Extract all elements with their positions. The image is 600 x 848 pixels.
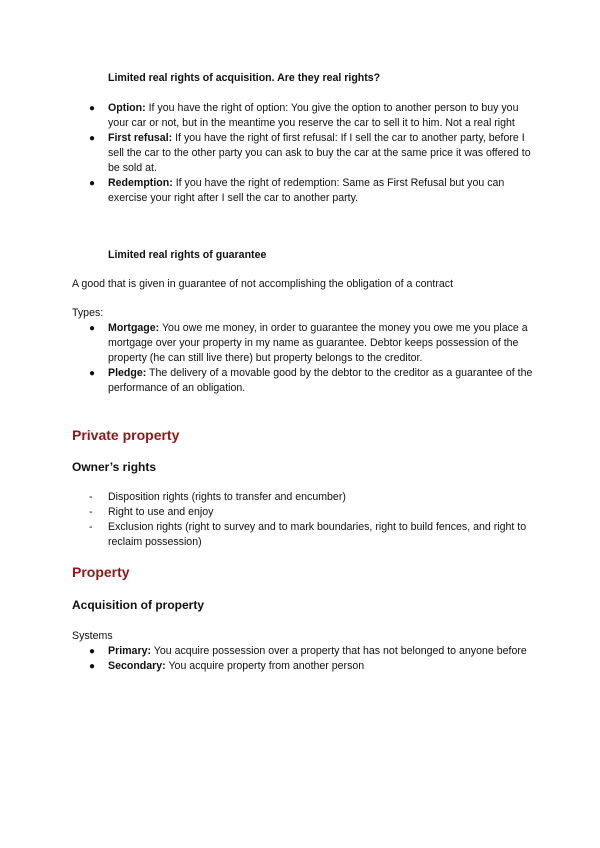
bullet-icon: ● (89, 323, 96, 334)
term-label: Mortgage: (108, 322, 160, 334)
acquisition-of-property-heading: Acquisition of property (72, 598, 204, 612)
term-text: If you have the right of option: You give the option to another person to buy you your car or not, but in the meantime you reserve the car to sell it to him. Not a real right (108, 102, 519, 129)
term-label: Redemption: (108, 177, 173, 189)
bullet-icon: ● (89, 103, 96, 114)
list-item (89, 505, 538, 520)
types-label: Types: (72, 307, 104, 319)
acquisition-heading: Limited real rights of acquisition. Are they real rights? (108, 72, 381, 84)
private-property-title: Private property (72, 427, 180, 443)
term-text: You acquire possession over a property that has not belonged to anyone before (151, 645, 527, 657)
right-text: Exclusion rights (right to survey and to mark boundaries, right to build fences, and right to reclaim possession) (108, 521, 527, 548)
dash-marker: - (89, 506, 93, 518)
list-item (89, 366, 538, 396)
acquisition-list (89, 101, 538, 206)
term-text: If you have the right of redemption: Same as First Refusal but you can exercise your right after I sell the car to another party. (108, 177, 505, 204)
list-item (89, 644, 538, 659)
right-text: Right to use and enjoy (108, 506, 214, 518)
bullet-icon: ● (89, 646, 96, 657)
systems-list (89, 644, 538, 674)
list-item (89, 321, 538, 366)
term-text: You owe me money, in order to guarantee the money you owe me you place a mortgage over your property in my name as guarantee. Debtor keeps possession of the property (he can still live there) but property belongs to the creditor. (108, 322, 528, 364)
guarantee-list (89, 321, 538, 396)
term-label: Option: (108, 102, 146, 114)
term-text: You acquire property from another person (165, 660, 365, 672)
right-text: Disposition rights (rights to transfer and encumber) (108, 491, 346, 503)
list-item (89, 659, 538, 674)
bullet-icon: ● (89, 661, 96, 672)
list-item (89, 101, 538, 131)
bullet-icon: ● (89, 133, 96, 144)
bullet-icon: ● (89, 368, 96, 379)
term-label: Pledge: (108, 367, 147, 379)
property-title: Property (72, 564, 130, 580)
dash-marker: - (89, 491, 93, 503)
list-item (89, 176, 538, 206)
bullet-icon: ● (89, 178, 96, 189)
list-item (89, 131, 538, 176)
guarantee-intro: A good that is given in guarantee of not accomplishing the obligation of a contract (72, 278, 454, 290)
dash-marker: - (89, 521, 93, 533)
systems-label: Systems (72, 630, 113, 642)
term-text: If you have the right of first refusal: If I sell the car to another party, before I sell the car to the other party you can ask to buy the car at the same price it was offered to be sold at. (108, 132, 531, 174)
owners-rights-heading: Owner’s rights (72, 460, 157, 474)
list-item (89, 520, 538, 550)
term-text: The delivery of a movable good by the debtor to the creditor as a guarantee of the performance of an obligation. (108, 367, 533, 394)
guarantee-heading: Limited real rights of guarantee (108, 249, 267, 261)
list-item (89, 490, 538, 505)
term-label: Primary: (108, 645, 151, 657)
term-label: Secondary: (108, 660, 166, 672)
owners-rights-list (89, 490, 538, 550)
term-label: First refusal: (108, 132, 173, 144)
